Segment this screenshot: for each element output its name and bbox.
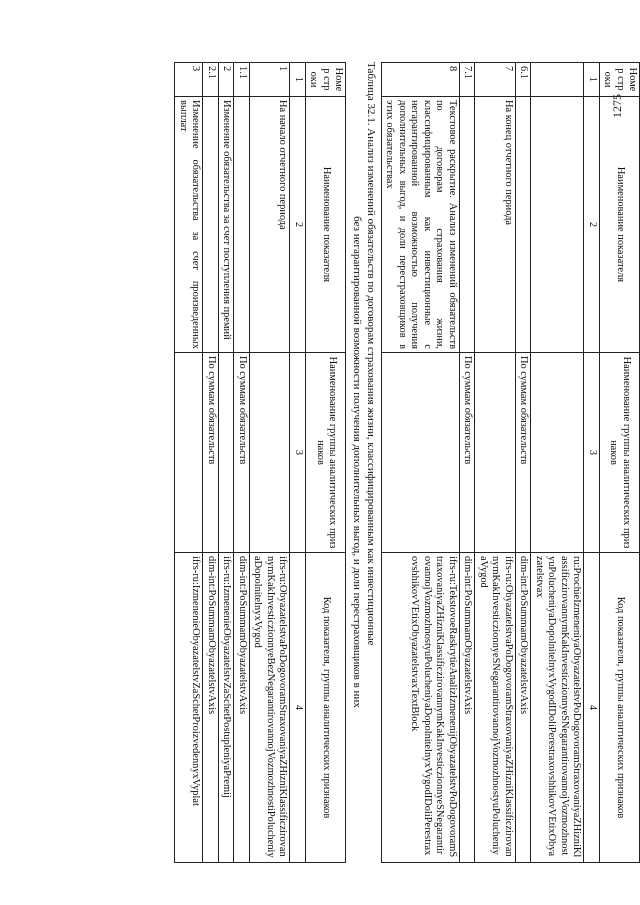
indicator-name — [515, 97, 530, 353]
caption-line-1: Таблица 32.1. Анализ изменений обязательств по договорам страхования жизни, классифицированным как инвестиционные — [364, 62, 377, 646]
table1-header-row — [599, 63, 639, 863]
indicator-code: ru:ProchieIzmeneniyaObyazatelstvPoDogovoramStraxovaniyaZHizniKlassificzirovannymKakInvesticzionnyeSNegarantirovannojVozmozhnostyuPolucheniyaDopolnitelnyxVygodIDoliPerestraxovshhikovVEtixObyazatelstvax — [531, 553, 584, 863]
table1-column-numbers — [584, 63, 599, 863]
indicator-name — [459, 97, 474, 353]
indicator-code: ifrs-ru:ObyazatelstvaPoDogovoramStraxovaniyaZHizniKlassificzirovannymKakInvesticzionnyeSNegarantirovannojVozmozhnostyuPolucheniyaVygod — [475, 553, 515, 863]
colnum-3: 3 — [290, 353, 305, 553]
rotated-page-content — [80, 62, 640, 862]
group-name — [218, 353, 233, 553]
colnum-3: 3 — [584, 353, 599, 553]
row-number: 7.1 — [459, 63, 474, 97]
indicator-name: На конец отчетного периода — [475, 97, 515, 353]
table-row — [234, 63, 249, 863]
table-row — [531, 63, 584, 863]
table-row — [515, 63, 530, 863]
header-group-name: Наименование группы аналитических признаков — [599, 353, 639, 553]
group-name: По суммам обязательств — [234, 353, 249, 553]
indicator-code: dim-int:PoSummamObyazatelstvAxis — [203, 553, 218, 863]
table-row — [203, 63, 218, 863]
table-life-insurance-investment-with-dpf — [381, 62, 640, 863]
header-row-number: Номер строки — [305, 63, 345, 97]
header-indicator-name: Наименование показателя — [599, 97, 639, 353]
indicator-name: На начало отчетного периода — [249, 97, 289, 353]
colnum-1: 1 — [584, 63, 599, 97]
group-name: По суммам обязательств — [203, 353, 218, 553]
indicator-name — [203, 97, 218, 353]
header-indicator-name: Наименование показателя — [305, 97, 345, 353]
row-number: 1.1 — [234, 63, 249, 97]
page-number: 1275 — [610, 94, 624, 118]
colnum-2: 2 — [584, 97, 599, 353]
row-number: 6.1 — [515, 63, 530, 97]
indicator-name: Изменение обязательства за счет произведенных выплат — [175, 97, 203, 353]
table-row — [459, 63, 474, 863]
table-life-insurance-investment-without-dpf — [174, 62, 346, 863]
indicator-code: dim-int:PoSummamObyazatelstvAxis — [459, 553, 474, 863]
group-name — [475, 353, 515, 553]
group-name — [249, 353, 289, 553]
table2-column-numbers — [290, 63, 305, 863]
header-code: Код показателя, группы аналитических признаков — [599, 553, 639, 863]
table-caption — [349, 62, 377, 862]
indicator-code: ifrs-ru:IzmenenieObyazatelstvZaSchetProizvedennyxVyplat — [175, 553, 203, 863]
group-name — [531, 353, 584, 553]
indicator-code: dim-int:PoSummamObyazatelstvAxis — [515, 553, 530, 863]
header-row-number: Номер строки — [599, 63, 639, 97]
indicator-code: ifrs-ru:ObyazatelstvaPoDogovoramStraxovaniyaZHizniKlassificzirovannymKakInvesticzionnyeBezNegarantirovannojVozmozhnostiPolucheniyaDopolnitelnyxVygod — [249, 553, 289, 863]
table-row — [249, 63, 289, 863]
indicator-name — [531, 97, 584, 353]
indicator-name — [234, 97, 249, 353]
table-row — [475, 63, 515, 863]
indicator-name: Изменение обязательства за счет поступления премий — [218, 97, 233, 353]
header-group-name: Наименование группы аналитических признаков — [305, 353, 345, 553]
group-name: По суммам обязательств — [459, 353, 474, 553]
row-number: 3 — [175, 63, 203, 97]
colnum-4: 4 — [290, 553, 305, 863]
table-row — [381, 63, 459, 863]
row-number: 7 — [475, 63, 515, 97]
row-number: 2.1 — [203, 63, 218, 97]
table-row — [175, 63, 203, 863]
indicator-code: ifrs-ru:TekstovoeRaskrytieAnalizIzmenenijObyazatelstvPoDogovoramStraxovaniyaZHizniKlassificzirovannymKakInvesticzionnyeSNegarantirovannojVozmozhnostyuPolucheniyaDopolnitelnyxVygodIDoliPerestraxovshhikovVEtixObyazatelstvaxTextBlock — [381, 553, 459, 863]
group-name: По суммам обязательств — [515, 353, 530, 553]
row-number: 1 — [249, 63, 289, 97]
indicator-code: ifrs-ru:IzmenenieObyazatelstvZaSchetPostupleniyaPremij — [218, 553, 233, 863]
table2-header-row — [305, 63, 345, 863]
caption-line-2: без негарантированной возможности получения дополнительных выгод, и доли перестраховщиков в них — [351, 216, 364, 708]
group-name — [175, 353, 203, 553]
row-number: 2 — [218, 63, 233, 97]
indicator-code: dim-int:PoSummamObyazatelstvAxis — [234, 553, 249, 863]
row-number — [531, 63, 584, 97]
group-name — [381, 353, 459, 553]
colnum-1: 1 — [290, 63, 305, 97]
row-number: 8 — [381, 63, 459, 97]
colnum-2: 2 — [290, 97, 305, 353]
table-row — [218, 63, 233, 863]
colnum-4: 4 — [584, 553, 599, 863]
indicator-name: Текстовое раскрытие. Анализ изменений обязательств по договорам страхования жизни, классифицированным как инвестиционные с негарантированной возможностью получения дополнительных выгод, и доли перестраховщиков в этих обязательствах — [381, 97, 459, 353]
header-code: Код показателя, группы аналитических признаков — [305, 553, 345, 863]
